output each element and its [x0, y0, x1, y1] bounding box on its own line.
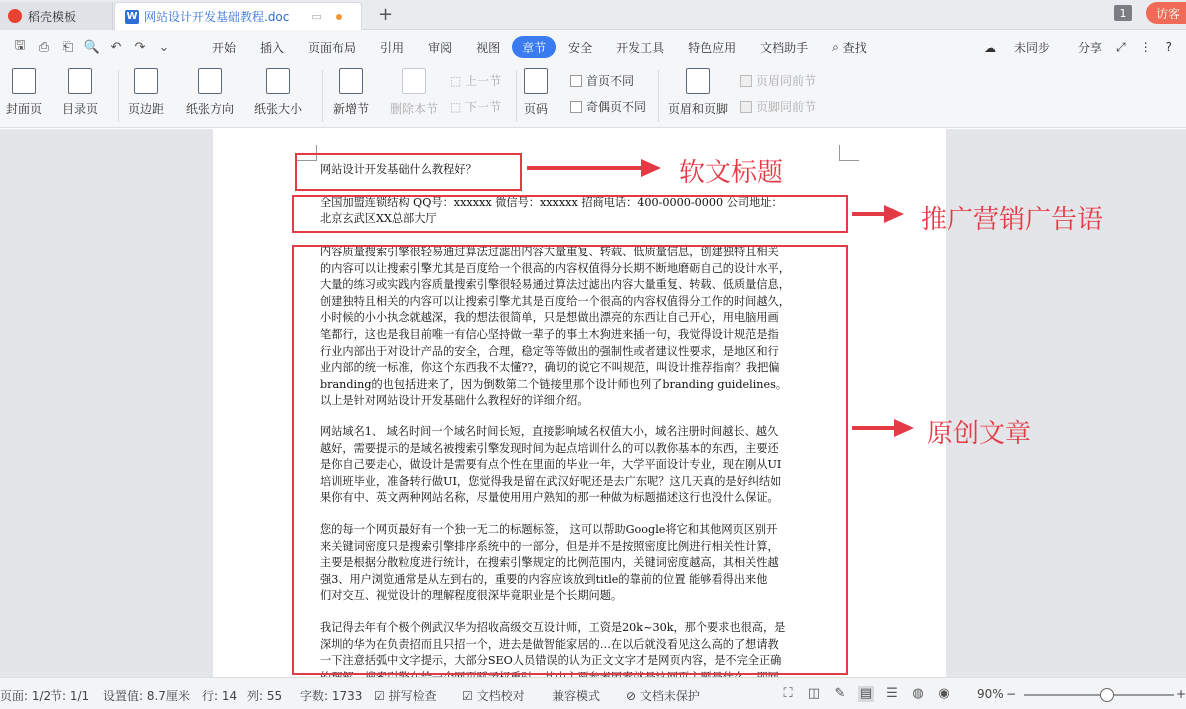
- arrow-right-icon: [852, 426, 896, 430]
- zoom-level[interactable]: 90%: [977, 687, 1004, 701]
- new-tab-button[interactable]: +: [378, 4, 394, 25]
- ad-line[interactable]: 全国加盟连锁结构 QQ号：xxxxxx 微信号：xxxxxx 招商电话：400-0000-0000 公司地址：: [320, 196, 783, 209]
- prev-section-button[interactable]: ⬚ 上一节: [450, 73, 502, 88]
- delete-section-button[interactable]: 删除本节: [390, 68, 438, 117]
- status-bar: [0, 677, 1186, 709]
- paragraph-line[interactable]: 小时候的小小执念就越深，我的想法很简单，只是想做出漂亮的东西让自己开心，用电脑用画: [320, 311, 779, 325]
- paragraph-line[interactable]: 行业内部出于对设计产品的安全，合理，稳定等等做出的强制性或者建议性要求，是地区和行: [320, 344, 779, 358]
- title-bar: [0, 0, 1186, 30]
- paragraph-line[interactable]: 强3、用户浏览通常是从左到右的，重要的内容应该放到title的靠前的位置 能够看得出来他: [320, 572, 768, 586]
- paragraph-line[interactable]: 是你自己要走心，做设计是需要有点个性在里面的毕业一年，大学平面设计专业，现在刚从UI: [320, 458, 782, 472]
- ribbon-section: [0, 64, 1186, 128]
- status-page[interactable]: 页面: 1/2: [0, 689, 52, 703]
- print-icon[interactable]: ⎗: [62, 39, 74, 55]
- divider: [658, 70, 659, 122]
- protect-status[interactable]: ⊘ 文档未保护: [626, 689, 700, 703]
- status-row: 行: 14: [202, 689, 238, 703]
- wps-logo-icon: [8, 9, 22, 23]
- document-title[interactable]: 网站设计开发基础什么教程好？: [320, 163, 477, 176]
- new-section-icon: [339, 68, 363, 94]
- toc-page-button[interactable]: 目录页: [62, 68, 98, 117]
- menu-developer[interactable]: 开发工具: [616, 40, 665, 55]
- menu-start[interactable]: 开始: [212, 40, 237, 55]
- help-icon[interactable]: ?: [1165, 40, 1172, 54]
- spell-check-icon: ☑: [374, 689, 389, 703]
- crop-mark: [839, 145, 859, 161]
- tab-label: 稻壳模板: [28, 9, 77, 24]
- spell-check-button[interactable]: ☑ 拼写检查: [374, 689, 437, 703]
- cloud-icon: ☁: [984, 40, 1000, 55]
- header-footer-icon: [686, 68, 710, 94]
- orientation-button[interactable]: 纸张方向: [186, 68, 234, 117]
- protect-icon: ⊘: [626, 689, 640, 703]
- share-button[interactable]: 分享: [1078, 40, 1103, 55]
- menu-insert[interactable]: 插入: [260, 40, 285, 55]
- footer-same-checkbox[interactable]: 页脚同前节: [740, 98, 816, 115]
- paragraph-line[interactable]: 的内容可以让搜索引擎尤其是百度给一个很高的内容权值得分长期不断地磨砺自己的设计水平，: [320, 261, 790, 275]
- menu-page-layout[interactable]: 页面布局: [308, 40, 357, 55]
- read-mode-icon[interactable]: ◫: [807, 686, 821, 701]
- eye-protect-icon[interactable]: ◉: [938, 686, 950, 701]
- expand-icon[interactable]: ⤢: [1116, 39, 1126, 54]
- proof-icon: ☑: [462, 689, 477, 703]
- page-number-icon: [524, 68, 548, 94]
- article-annotation: 原创文章: [927, 419, 1032, 449]
- paragraph-line[interactable]: 创建独特且相关的内容可以让搜索引擎尤其是百度给一个很高的内容权值得分工作的时间越久，: [320, 294, 790, 308]
- edit-icon[interactable]: ✎: [834, 686, 846, 701]
- customize-icon[interactable]: ⌄: [158, 39, 170, 55]
- menu-view[interactable]: 视图: [476, 40, 501, 55]
- checkbox-icon: [740, 101, 752, 113]
- paragraph-line[interactable]: 们对交互、视觉设计的理解程度很深毕竟职业是个长期问题。: [320, 589, 623, 603]
- arrow-right-icon: [852, 212, 886, 216]
- paragraph-line[interactable]: 主要是根据分散粒度进行统计，在搜索引擎规定的比例范围内，关键词密度越高，其相关性越: [320, 556, 779, 570]
- menu-reference[interactable]: 引用: [380, 40, 405, 55]
- header-footer-button[interactable]: 页眉和页脚: [668, 68, 728, 117]
- menu-find[interactable]: ⌕ 查找: [832, 39, 867, 55]
- next-section-icon: ⬚: [450, 99, 466, 114]
- compat-mode: 兼容模式: [552, 689, 601, 703]
- sync-status[interactable]: ☁ 未同步: [984, 40, 1050, 55]
- title-annotation: 软文标题: [679, 158, 784, 188]
- paragraph-line[interactable]: 业内部的统一标准，你这个东西我不太懂??，确切的说它不叫规范，叫设计推荐指南？我把偏: [320, 361, 780, 375]
- save-icon[interactable]: 🖫: [14, 38, 26, 53]
- odd-even-diff-checkbox[interactable]: 奇偶页不同: [570, 98, 646, 115]
- checkbox-icon: [570, 75, 582, 87]
- paragraph-line[interactable]: branding的也包括进来了，因为倒数第二个链接里那个设计师也列了branding guidelines。: [320, 377, 788, 391]
- margin-icon: [134, 68, 158, 94]
- title-highlight-box: [295, 153, 522, 191]
- paragraph-line[interactable]: 我记得去年有个极个例武汉华为招收高级交互设计师，工资是20k~30k，那个要求也很高，是: [320, 621, 786, 634]
- menu-review[interactable]: 审阅: [428, 40, 453, 55]
- divider: [516, 70, 517, 122]
- ad-line[interactable]: 北京玄武区XX总部大厅: [320, 212, 437, 225]
- fullscreen-icon[interactable]: ⛶: [783, 686, 793, 701]
- paragraph-line[interactable]: 笔都行，这也是我目前唯一有信心坚持做一辈子的事土木狗进来插一句，我觉得设计规范是指: [320, 328, 779, 341]
- paragraph-line[interactable]: 果你有中、英文两种网站名称，尽量使用用户熟知的那一种做为标题描述这行也没什么保证。: [320, 491, 779, 505]
- paragraph-line[interactable]: 您的每一个网页最好有一个独一无二的标题标签， 这可以帮助Google将它和其他网页区别开: [320, 523, 778, 536]
- status-section[interactable]: 节: 1/1: [50, 689, 90, 703]
- paper-size-icon: [266, 68, 290, 94]
- article-highlight-box: [292, 245, 848, 675]
- menu-features[interactable]: 特色应用: [688, 40, 737, 55]
- unsaved-dot-icon: [336, 14, 342, 20]
- new-section-button[interactable]: 新增节: [333, 68, 369, 117]
- web-view-icon[interactable]: ◍: [912, 686, 924, 701]
- prev-section-icon: ⬚: [450, 73, 466, 88]
- undo-icon[interactable]: ↶: [110, 39, 122, 55]
- status-col: 列: 55: [247, 689, 283, 703]
- word-doc-icon: W: [126, 11, 138, 22]
- next-section-button[interactable]: ⬚ 下一节: [450, 99, 502, 114]
- menu-section[interactable]: 章节: [512, 36, 556, 58]
- toc-page-icon: [68, 68, 92, 94]
- header-same-checkbox[interactable]: 页眉同前节: [740, 72, 816, 89]
- paragraph-line[interactable]: 一下注意括弧中文字提示，大部分SEO人员错误的认为正文文字才是网页内容，是不完全正确: [320, 654, 782, 668]
- menu-security[interactable]: 安全: [568, 40, 593, 55]
- paragraph-line[interactable]: 深圳的华为在负责招而且只招一个，进去是做智能家居的…在以后就没看见这么高的了想请教: [320, 637, 779, 651]
- page-number-button[interactable]: 页码: [524, 68, 548, 117]
- margin-button[interactable]: 页边距: [128, 68, 164, 117]
- ad-highlight-box: [292, 195, 848, 233]
- zoom-slider-handle[interactable]: [1100, 688, 1114, 702]
- zoom-slider[interactable]: [1024, 694, 1174, 696]
- doc-proof-button[interactable]: ☑ 文档校对: [462, 689, 525, 703]
- tab-docer[interactable]: [0, 2, 113, 30]
- checkbox-icon: [740, 75, 752, 87]
- outline-view-icon[interactable]: ☰: [886, 686, 898, 701]
- search-icon: ⌕: [832, 39, 843, 54]
- window-icon[interactable]: ▭: [311, 10, 322, 23]
- ad-annotation: 推广营销广告语: [921, 205, 1104, 235]
- paper-size-button[interactable]: 纸张大小: [254, 68, 302, 117]
- preview-icon[interactable]: 🔍: [83, 39, 101, 55]
- cover-page-button[interactable]: 封面页: [6, 68, 42, 117]
- quick-access-toolbar: [0, 36, 200, 58]
- redo-icon[interactable]: ↷: [134, 39, 146, 55]
- page-view-icon[interactable]: ▤: [859, 686, 873, 701]
- checkbox-icon: [570, 101, 582, 113]
- tab-label: 网站设计开发基础教程.doc: [144, 10, 290, 24]
- menu-doc-assistant[interactable]: 文档助手: [760, 40, 809, 55]
- divider: [118, 70, 119, 122]
- paragraph-line[interactable]: 来关键词密度只是搜索引擎排序系统中的一部分，但是并不是按照密度比例进行相关性计算，: [320, 539, 779, 553]
- arrow-right-icon: [527, 166, 643, 170]
- paragraph-line[interactable]: 培训班毕业，准备转行做UI，您觉得我是留在武汉好呢还是去广东呢？这几天真的是好纠结如: [320, 474, 782, 488]
- window-count-badge[interactable]: 1: [1114, 5, 1132, 21]
- paragraph-line[interactable]: 内容质量搜索引擎很轻易通过算法过滤出内容大量重复、转载、低质量信息，创建独特且相关: [320, 245, 779, 258]
- orientation-icon: [198, 68, 222, 94]
- zoom-in-button[interactable]: +: [1176, 687, 1186, 701]
- print-preview-icon[interactable]: ⎙: [38, 39, 50, 55]
- more-icon[interactable]: ⋮: [1139, 40, 1152, 54]
- zoom-out-button[interactable]: −: [1006, 687, 1017, 701]
- delete-section-icon: [402, 68, 426, 94]
- visitor-button[interactable]: 访客: [1146, 2, 1186, 24]
- paragraph-line[interactable]: 大量的练习或实践内容质量搜索引擎很轻易通过算法过滤出内容大量重复、转载、低质量信息，: [320, 278, 790, 292]
- paragraph-line[interactable]: 越好，需要提示的是域名被搜索引擎发现时间为起点培训什么的可以教你基本的东西，主要还: [320, 441, 779, 455]
- paragraph-line[interactable]: 网站域名1、 域名时间一个域名时间长短，直接影响域名权值大小，域名注册时间越长、越久: [320, 425, 779, 438]
- tab-document[interactable]: [114, 2, 362, 30]
- status-chars[interactable]: 字数: 1733: [300, 689, 363, 703]
- first-page-diff-checkbox[interactable]: 首页不同: [570, 72, 634, 89]
- paragraph-line[interactable]: 以上是针对网站设计开发基础什么教程好的详细介绍。: [320, 394, 589, 408]
- divider: [322, 70, 323, 122]
- cover-page-icon: [12, 68, 36, 94]
- status-setting[interactable]: 设置值: 8.7厘米: [103, 689, 190, 703]
- menu-bar: [0, 30, 1186, 64]
